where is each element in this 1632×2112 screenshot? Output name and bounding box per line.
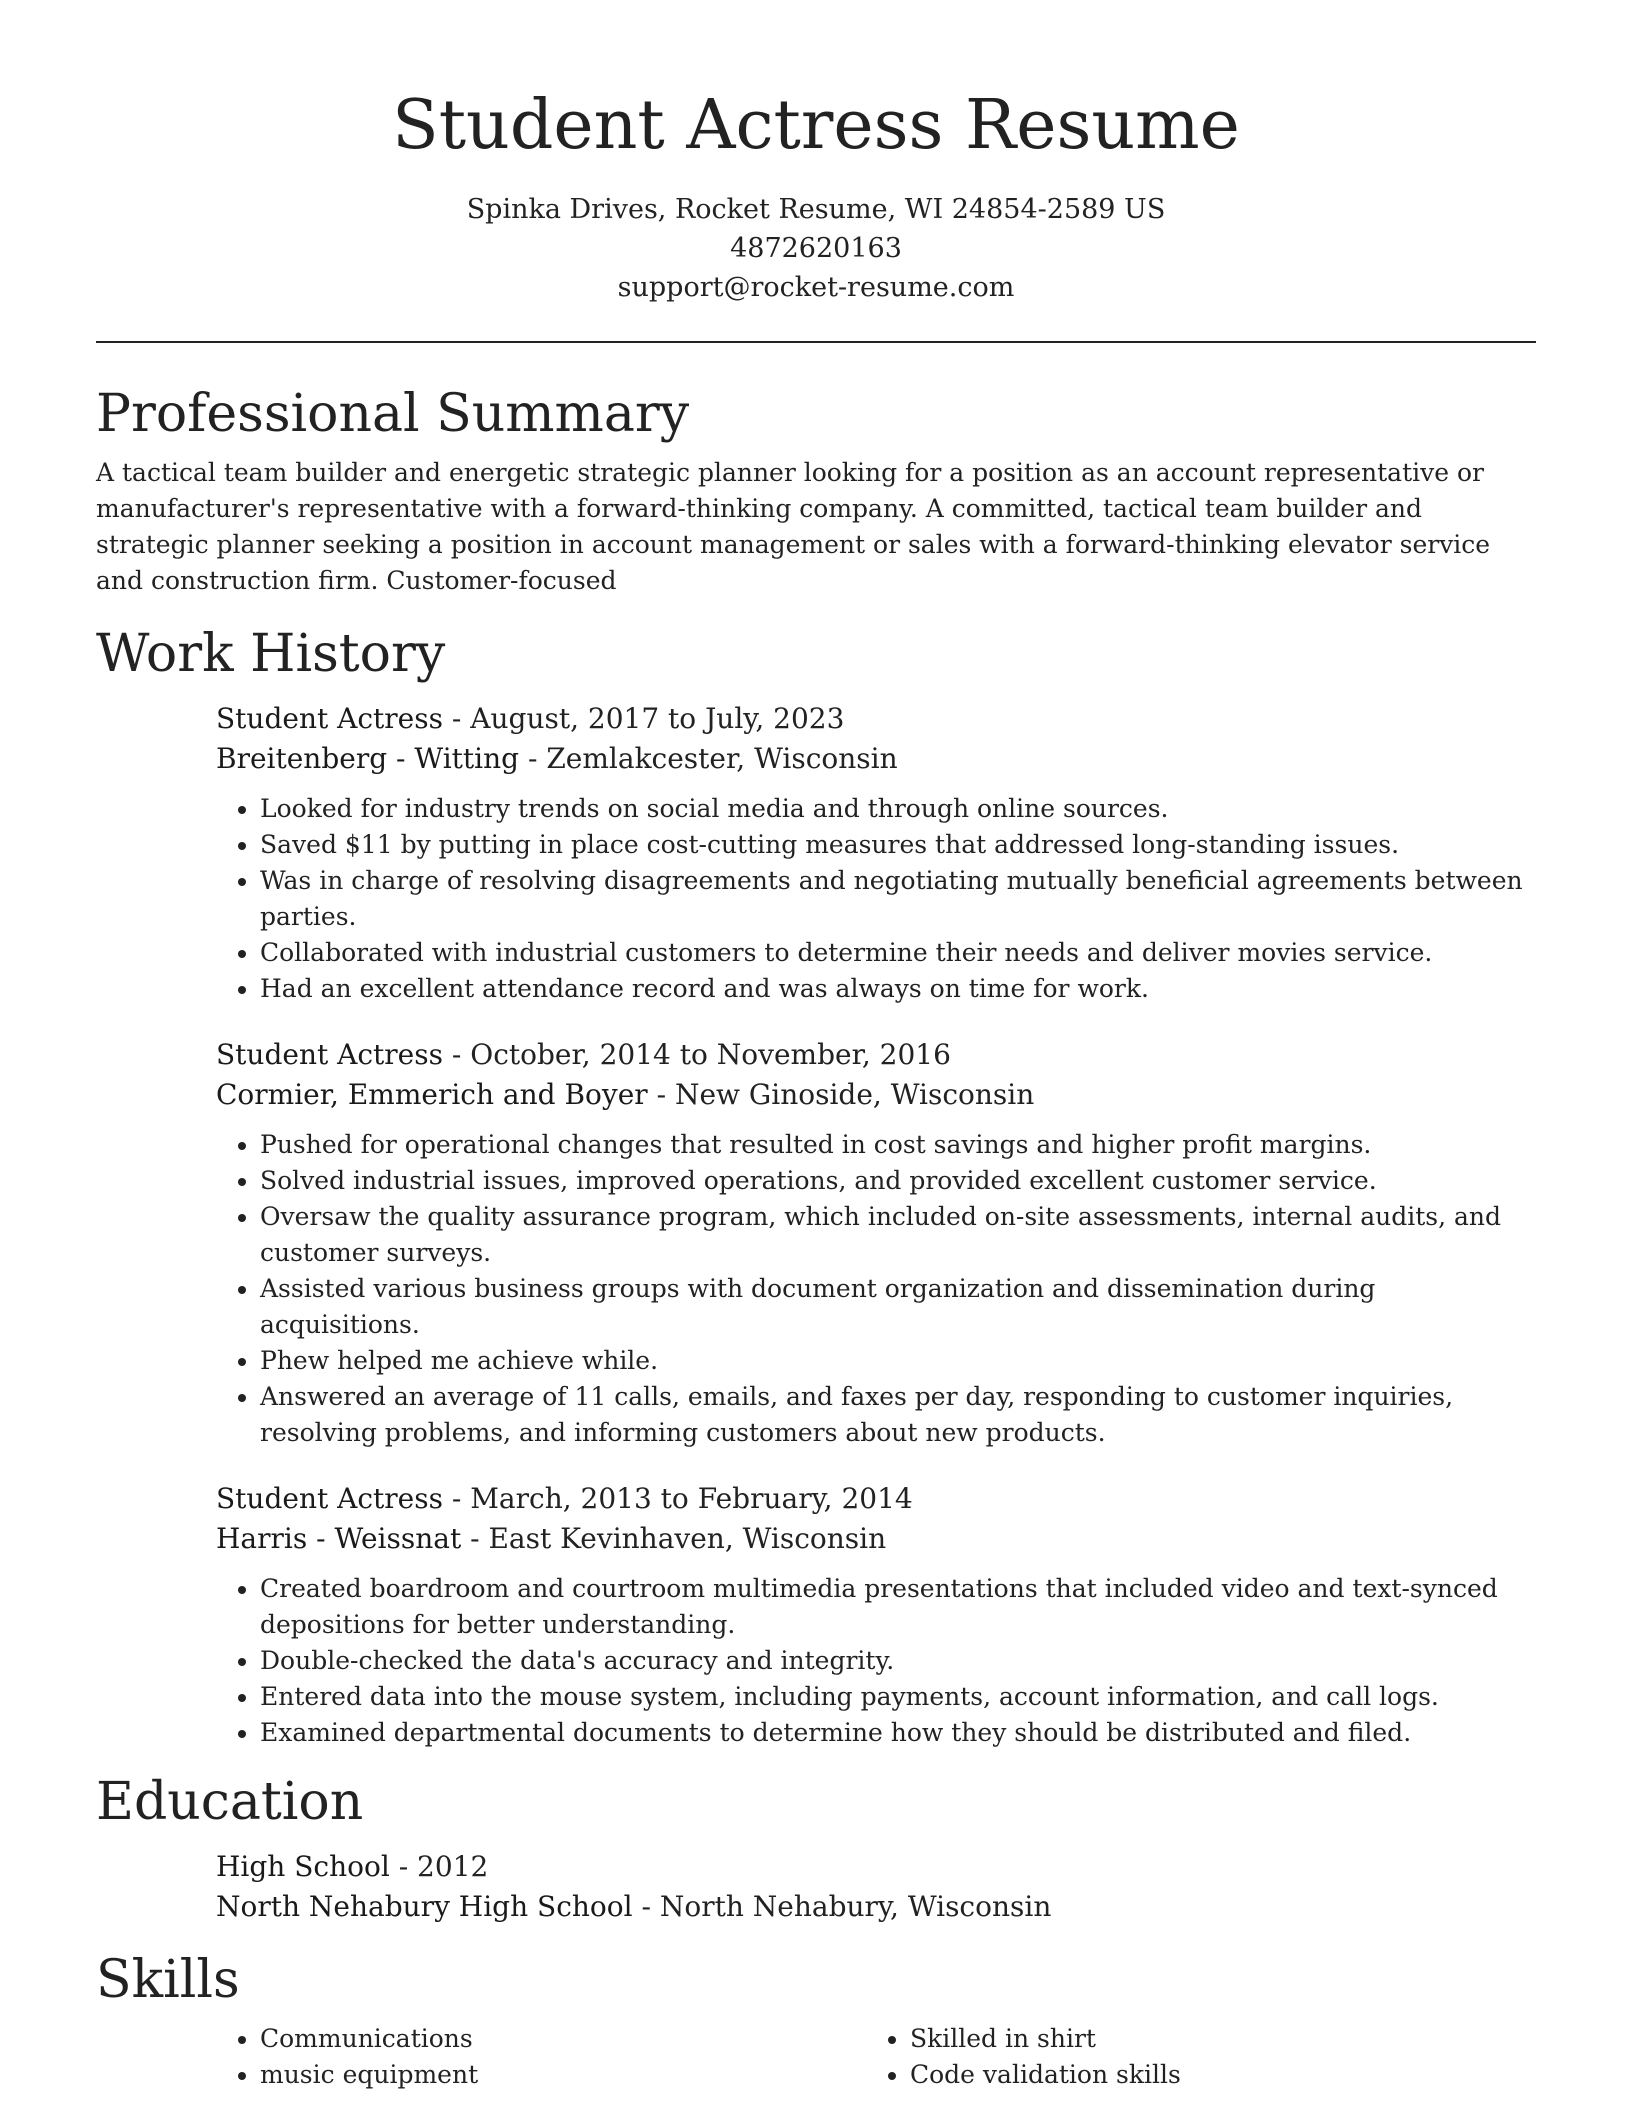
job-company-line bbox=[216, 1519, 1536, 1559]
job-company: Harris - Weissnat bbox=[216, 1522, 462, 1555]
job-location: - New Ginoside, Wisconsin bbox=[647, 1078, 1035, 1111]
education-entry bbox=[216, 1847, 1536, 1927]
education-section bbox=[96, 1769, 1536, 1927]
job-dates: - October, 2014 to November, 2016 bbox=[443, 1038, 951, 1071]
skills-section bbox=[96, 1947, 1536, 2093]
skills-list-right bbox=[866, 2021, 1516, 2093]
job-title: Student Actress bbox=[216, 1482, 443, 1515]
job-bullet: • Had an excellent attendance record and was always on time for work. bbox=[260, 971, 1536, 1007]
summary-text: A tactical team builder and energetic strategic planner looking for a position as an account representative or manufacturer's representative with a forward-thinking company. A committed, tactical team builder and strategic planner seeking a position in account management or sales with a forward-thinking elevator service and construction firm. Customer-focused bbox=[96, 458, 1491, 595]
job-location: - Zemlakcester, Wisconsin bbox=[519, 742, 898, 775]
job-bullets bbox=[216, 1127, 1536, 1451]
skill-item: • Code validation skills bbox=[910, 2057, 1516, 2093]
degree-line bbox=[216, 1847, 1536, 1887]
education-heading: Education bbox=[96, 1772, 364, 1832]
job-entry bbox=[216, 1035, 1536, 1451]
job-company: Cormier, Emmerich and Boyer bbox=[216, 1078, 648, 1111]
job-bullet: • Collaborated with industrial customers to determine their needs and deliver movies service. bbox=[260, 935, 1536, 971]
job-bullet: • Pushed for operational changes that resulted in cost savings and higher profit margins. bbox=[260, 1127, 1536, 1163]
job-entry bbox=[216, 1479, 1536, 1751]
resume-page bbox=[96, 0, 1536, 2093]
job-title: Student Actress bbox=[216, 702, 443, 735]
resume-name: Student Actress Resume bbox=[392, 86, 1240, 165]
job-bullet: • Saved $11 by putting in place cost-cutting measures that addressed long-standing issues. bbox=[260, 827, 1536, 863]
work-history-heading: Work History bbox=[96, 624, 446, 684]
job-bullet: • Oversaw the quality assurance program, which included on-site assessments, internal audits, and customer surveys. bbox=[260, 1199, 1536, 1271]
skill-item: • Skilled in shirt bbox=[910, 2021, 1516, 2057]
job-entry bbox=[216, 699, 1536, 1007]
job-bullet: • Looked for industry trends on social media and through online sources. bbox=[260, 791, 1536, 827]
job-company: Breitenberg - Witting bbox=[216, 742, 520, 775]
resume-header bbox=[96, 0, 1536, 307]
skills-list-left bbox=[216, 2021, 866, 2093]
job-title-line bbox=[216, 1035, 1536, 1075]
job-dates: - March, 2013 to February, 2014 bbox=[443, 1482, 913, 1515]
job-bullets bbox=[216, 791, 1536, 1007]
job-title-line bbox=[216, 1479, 1536, 1519]
skills-heading: Skills bbox=[96, 1950, 240, 2010]
job-company-line bbox=[216, 739, 1536, 779]
job-title: Student Actress bbox=[216, 1038, 443, 1071]
work-history-section bbox=[96, 621, 1536, 1751]
job-bullet: • Created boardroom and courtroom multimedia presentations that included video and text-synced depositions for better understanding. bbox=[260, 1571, 1536, 1643]
contact-address: Spinka Drives, Rocket Resume, WI 24854-2589 US bbox=[466, 194, 1166, 225]
school-location: - North Nehabury, Wisconsin bbox=[632, 1890, 1052, 1923]
job-bullet: • Assisted various business groups with document organization and dissemination during acquisitions. bbox=[260, 1271, 1536, 1343]
job-bullet: • Answered an average of 11 calls, emails, and faxes per day, responding to customer inquiries, resolving problems, and informing customers about new products. bbox=[260, 1379, 1536, 1451]
contact-block bbox=[96, 190, 1536, 307]
job-bullets bbox=[216, 1571, 1536, 1751]
skills-columns bbox=[216, 2021, 1536, 2093]
job-bullet: • Solved industrial issues, improved operations, and provided excellent customer service. bbox=[260, 1163, 1536, 1199]
job-bullet: • Was in charge of resolving disagreements and negotiating mutually beneficial agreements between parties. bbox=[260, 863, 1536, 935]
summary-section bbox=[96, 381, 1536, 599]
header-divider bbox=[96, 341, 1536, 343]
graduation-year: - 2012 bbox=[389, 1850, 489, 1883]
job-bullet: • Examined departmental documents to determine how they should be distributed and filed. bbox=[260, 1715, 1536, 1751]
skill-item: • Communications bbox=[260, 2021, 866, 2057]
job-bullet: • Phew helped me achieve while. bbox=[260, 1343, 1536, 1379]
degree: High School bbox=[216, 1850, 390, 1883]
summary-heading: Professional Summary bbox=[96, 384, 690, 444]
contact-phone: 4872620163 bbox=[730, 233, 902, 264]
job-dates: - August, 2017 to July, 2023 bbox=[443, 702, 845, 735]
skill-item: • music equipment bbox=[260, 2057, 866, 2093]
job-bullet: • Entered data into the mouse system, including payments, account information, and call logs. bbox=[260, 1679, 1536, 1715]
contact-email: support@rocket-resume.com bbox=[617, 272, 1015, 303]
school-name: North Nehabury High School bbox=[216, 1890, 633, 1923]
job-location: - East Kevinhaven, Wisconsin bbox=[461, 1522, 887, 1555]
job-title-line bbox=[216, 699, 1536, 739]
job-bullet: • Double-checked the data's accuracy and integrity. bbox=[260, 1643, 1536, 1679]
school-line bbox=[216, 1887, 1536, 1927]
job-company-line bbox=[216, 1075, 1536, 1115]
